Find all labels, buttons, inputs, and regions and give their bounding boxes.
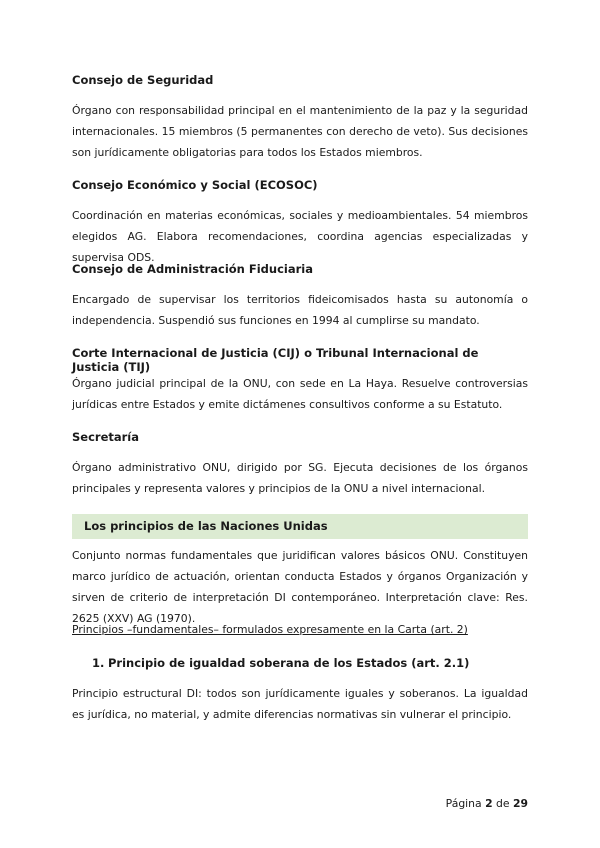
section-heading-secretaria: Secretaría [72, 430, 140, 444]
principle-item-title: Principio de igualdad soberana de los Estados (art. 2.1) [108, 656, 470, 670]
principle-item-heading [92, 656, 469, 670]
principles-subheading: Principios –fundamentales– formulados expresamente en la Carta (art. 2) [72, 623, 468, 636]
principle-item-text: Principio estructural DI: todos son jurídicamente iguales y soberanos. La igualdad es jurídica, no material, y admite diferencias normativas sin vulnerar el principio. [72, 687, 528, 721]
section-text-secretaria: Órgano administrativo ONU, dirigido por SG. Ejecuta decisiones de los órganos principales y representa valores y principios de la ONU a nivel internacional. [72, 461, 528, 495]
footer-label: Página [445, 797, 482, 810]
principles-intro: Conjunto normas fundamentales que juridifican valores básicos ONU. Constituyen marco jurídico de actuación, orientan conducta Estados y órganos Organización y sirven de criterio de interpretación DI contemporáneo. Interpretación clave: Res. 2625 (XXV) AG (1970). [72, 549, 528, 625]
principles-band [72, 514, 528, 539]
page-number-footer [446, 797, 528, 811]
principles-band-title: Los principios de las Naciones Unidas [84, 519, 328, 533]
section-text-corte-internacional: Órgano judicial principal de la ONU, con sede en La Haya. Resuelve controversias jurídicas entre Estados y emite dictámenes consultivos conforme a su Estatuto. [72, 377, 528, 411]
section-heading-administracion-fiduciaria: Consejo de Administración Fiduciaria [72, 262, 313, 276]
section-heading-corte-internacional: Corte Internacional de Justicia (CIJ) o Tribunal Internacional de Justicia (TIJ) [72, 346, 479, 374]
section-text-administracion-fiduciaria: Encargado de supervisar los territorios fideicomisados hasta su autonomía o independencia. Suspendió sus funciones en 1994 al cumplirse su mandato. [72, 293, 528, 327]
section-text-consejo-seguridad: Órgano con responsabilidad principal en el mantenimiento de la paz y la seguridad internacionales. 15 miembros (5 permanentes con derecho de veto). Sus decisiones son jurídicamente obligatorias para todos los Estados miembros. [72, 104, 528, 159]
section-heading-ecosoc: Consejo Económico y Social (ECOSOC) [72, 178, 318, 192]
section-text-ecosoc: Coordinación en materias económicas, sociales y medioambientales. 54 miembros elegidos AG. Elabora recomendaciones, coordina agencias especializadas y supervisa ODS. [72, 209, 528, 264]
footer-total-pages: 29 [512, 797, 528, 810]
section-heading-consejo-seguridad: Consejo de Seguridad [72, 73, 214, 87]
footer-current-page: 2 [485, 797, 493, 810]
footer-of: de [496, 797, 510, 810]
principle-item-number: 1. [92, 656, 105, 670]
